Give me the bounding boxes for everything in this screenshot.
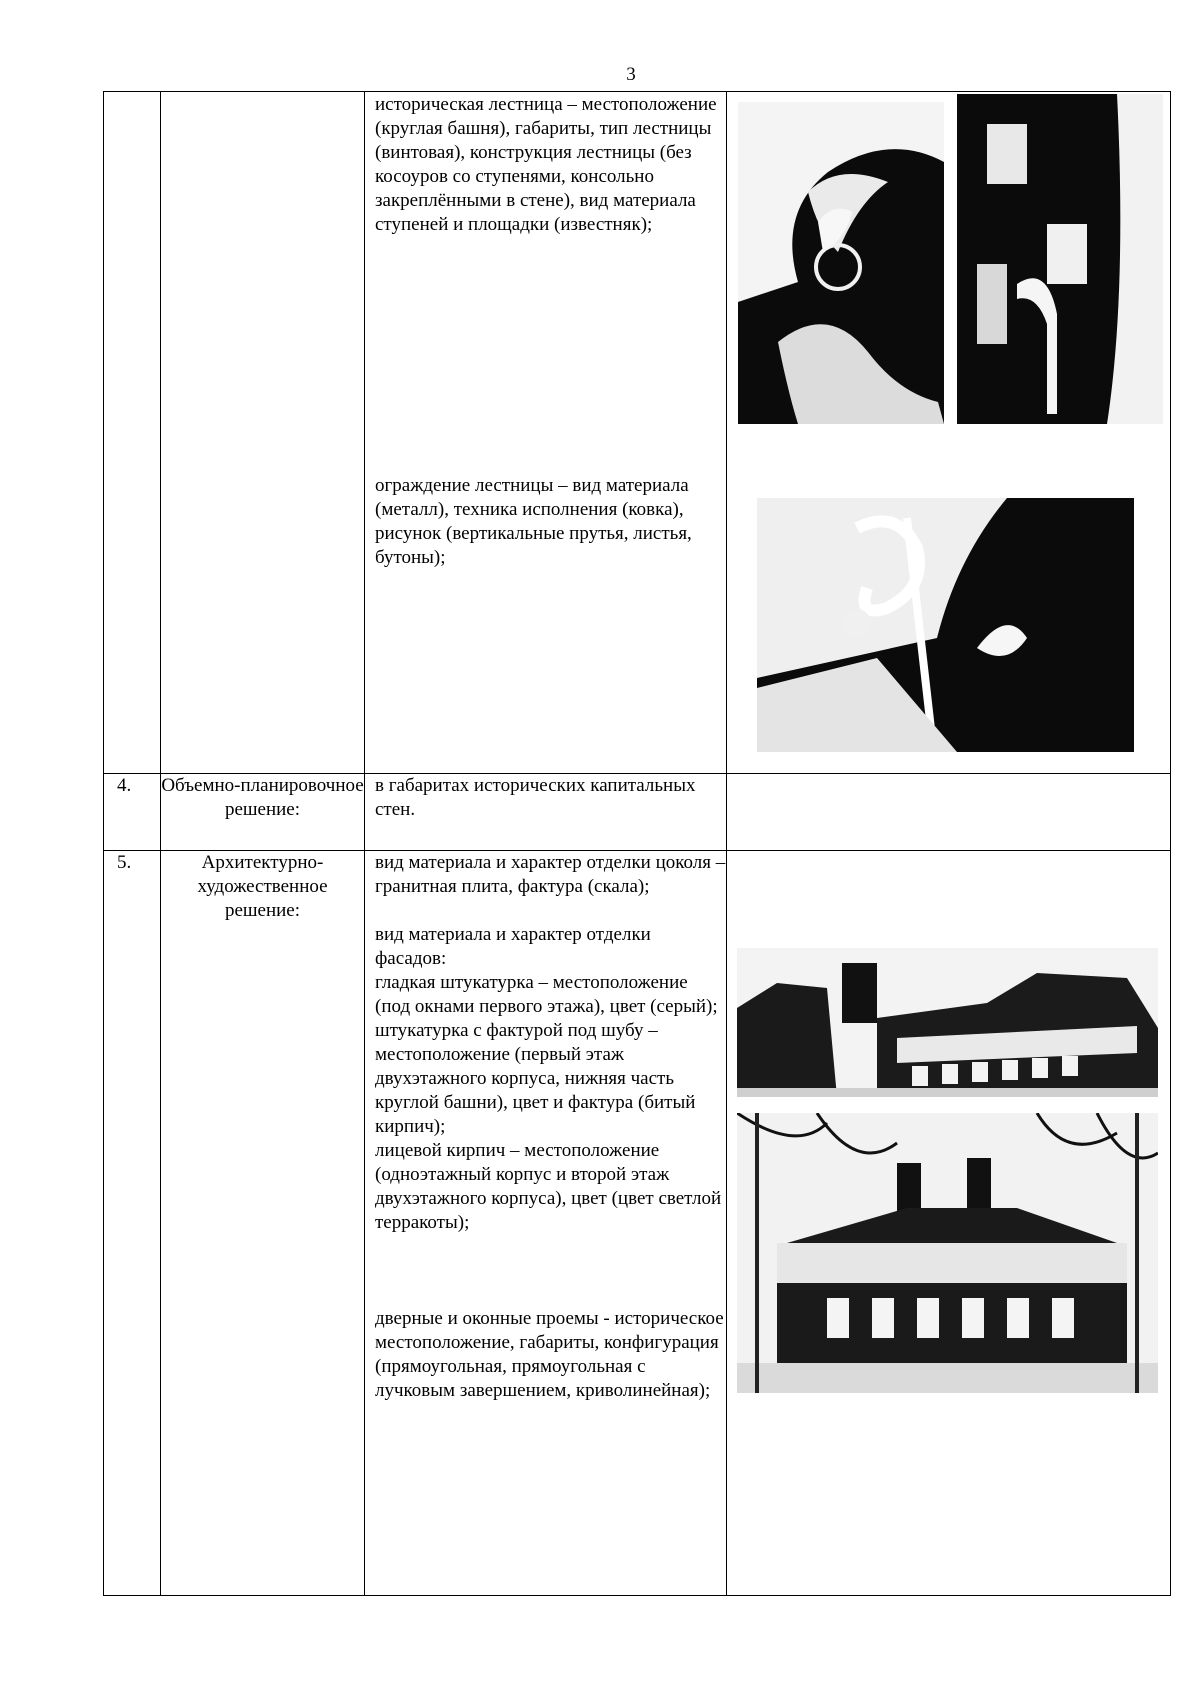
characteristics-table bbox=[103, 91, 1171, 1596]
row-name bbox=[161, 92, 365, 774]
row-description bbox=[365, 774, 727, 851]
page-number: 3 bbox=[626, 64, 636, 85]
desc-volume-planning: в габаритах исторических капитальных стен. bbox=[375, 775, 696, 820]
photos-cell bbox=[727, 92, 1171, 774]
row-number: 5. bbox=[104, 851, 161, 1596]
table-row bbox=[104, 851, 1171, 1596]
photo-building-winter bbox=[737, 1113, 1158, 1393]
desc-staircase: историческая лестница – местоположение (круглая башня), габариты, тип лестницы (винтовая), конструкция лестницы (без косоуров со ступенями, консольно закреплёнными в стене), вид материала ступеней и площадки (известняк); bbox=[375, 94, 717, 235]
row-description bbox=[365, 92, 727, 774]
desc-plinth: вид материала и характер отделки цоколя – гранитная плита, фактура (скала); bbox=[375, 852, 726, 897]
row-description bbox=[365, 851, 727, 1596]
desc-facades-heading: вид материала и характер отделки фасадов: bbox=[375, 924, 651, 969]
photos-cell bbox=[727, 851, 1171, 1596]
photo-railing bbox=[757, 498, 1134, 752]
desc-facing-brick: лицевой кирпич – местоположение (одноэтажный корпус и второй этаж двухэтажного корпуса), цвет (цвет светлой терракоты); bbox=[375, 1140, 722, 1233]
desc-staircase-railing: ограждение лестницы – вид материала (металл), техника исполнения (ковка), рисунок (вертикальные прутья, листья, бутоны); bbox=[375, 475, 692, 568]
row-name: Объемно-планировочное решение: bbox=[161, 774, 365, 851]
table-row bbox=[104, 92, 1171, 774]
row-number: 4. bbox=[104, 774, 161, 851]
row-name: Архитектурно-художественное решение: bbox=[161, 851, 365, 1596]
desc-textured-plaster: штукатурка с фактурой под шубу – местоположение (первый этаж двухэтажного корпуса, нижняя часть круглой башни), цвет и фактура (битый кирпич); bbox=[375, 1020, 696, 1137]
photo-spiral-staircase bbox=[738, 102, 944, 424]
desc-openings: дверные и оконные проемы - историческое местоположение, габариты, конфигурация (прямоугольная, прямоугольная с лучковым завершением, криволинейная); bbox=[375, 1308, 724, 1401]
row-number bbox=[104, 92, 161, 774]
photo-staircase-view bbox=[957, 94, 1163, 424]
photos-cell bbox=[727, 774, 1171, 851]
photo-building-facade bbox=[737, 948, 1158, 1097]
table-row bbox=[104, 774, 1171, 851]
desc-smooth-plaster: гладкая штукатурка – местоположение (под окнами первого этажа), цвет (серый); bbox=[375, 972, 718, 1017]
